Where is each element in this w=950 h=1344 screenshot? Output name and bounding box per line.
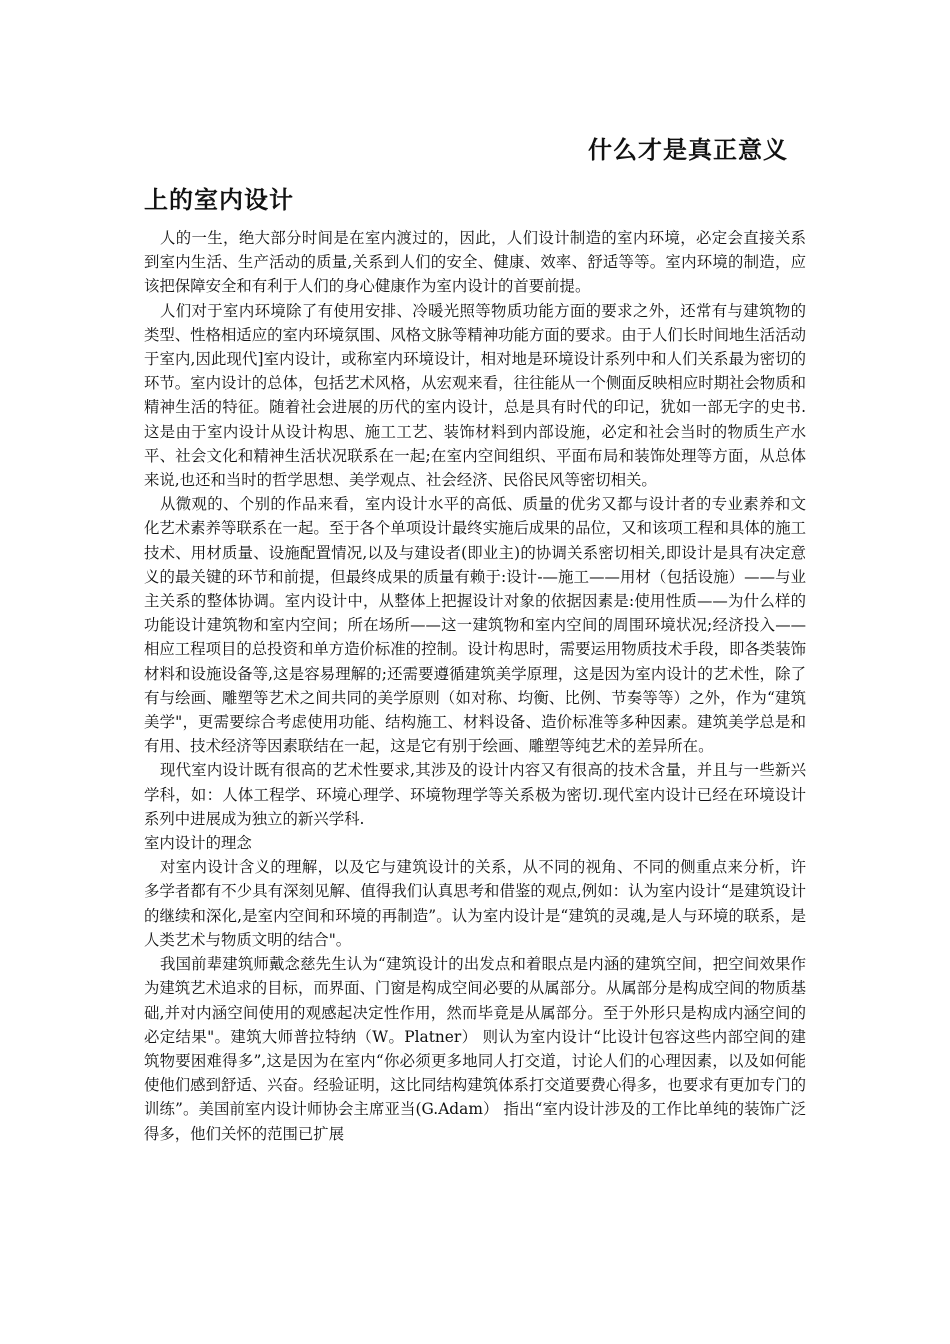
paragraph-2: 人们对于室内环境除了有使用安排、冷暖光照等物质功能方面的要求之外，还常有与建筑物的类型、性格相适应的室内环境氛围、风格文脉等精神功能方面的要求。由于人们长时间地生活活动于室内,因此现代]室内设计，或称室内环境设计，相对地是环境设计系列中和人们关系最为密切的环节。室内设计的总体，包括艺术风格，从宏观来看，往往能从一个侧面反映相应时期社会物质和精神生活的特征。随着社会进展的历代的室内设计，总是具有时代的印记，犹如一部无字的史书.这是由于室内设计从设计构思、施工工艺、装饰材料到内部设施，必定和社会当时的物质生产水平、社会文化和精神生活状况联系在一起;在室内空间组织、平面布局和装饰处理等方面，从总体来说,也还和当时的哲学思想、美学观点、社会经济、民俗民风等密切相关。 [144,301,806,490]
paragraph-5: 对室内设计含义的理解，以及它与建筑设计的关系，从不同的视角、不同的侧重点来分析，许多学者都有不少具有深刻见解、值得我们认真思考和借鉴的观点,例如：认为室内设计“是建筑设计的继续和深化,是室内空间和环境的再制造”。认为室内设计是“建筑的灵魂,是人与环境的联系，是人类艺术与物质文明的结合"。 [144,858,806,949]
document-title-line-2: 上的室内设计 [144,186,294,214]
paragraph-1: 人的一生，绝大部分时间是在室内渡过的，因此，人们设计制造的室内环境，必定会直接关系到室内生活、生产活动的质量,关系到人们的安全、健康、效率、舒适等等。室内环境的制造，应该把保障安全和有利于人们的身心健康作为室内设计的首要前提。 [144,229,806,296]
paragraph-4: 现代室内设计既有很高的艺术性要求,其涉及的设计内容又有很高的技术含量，并且与一些新兴学科，如：人体工程学、环境心理学、环境物理学等关系极为密切.现代室内设计已经在环境设计系列中进展成为独立的新兴学科. [144,761,806,828]
paragraph-3: 从微观的、个别的作品来看，室内设计水平的高低、质量的优劣又都与设计者的专业素养和文化艺术素养等联系在一起。至于各个单项设计最终实施后成果的品位，又和该项工程和具体的施工技术、用材质量、设施配置情况,以及与建设者(即业主)的协调关系密切相关,即设计是具有决定意义的最关键的环节和前提，但最终成果的质量有赖于:设计-—施工——用材（包括设施）——与业主关系的整体协调。室内设计中，从整体上把握设计对象的依据因素是:使用性质——为什么样的功能设计建筑物和室内空间；所在场所——这一建筑物和室内空间的周围环境状况;经济投入——相应工程项目的总投资和单方造价标准的控制。设计构思时，需要运用物质技术手段，即各类装饰材料和设施设备等,这是容易理解的;还需要遵循建筑美学原理，这是因为室内设计的艺术性，除了有与绘画、雕塑等艺术之间共同的美学原则（如对称、均衡、比例、节奏等等）之外，作为“建筑美学"，更需要综合考虑使用功能、结构施工、材料设备、造价标准等多种因素。建筑美学总是和有用、技术经济等因素联结在一起，这是它有别于绘画、雕塑等纯艺术的差异所在。 [144,495,806,756]
document-title-line-1: 什么才是真正意义 [588,136,788,164]
paragraph-6: 我国前辈建筑师戴念慈先生认为“建筑设计的出发点和着眼点是内涵的建筑空间，把空间效果作为建筑艺术追求的目标，而界面、门窗是构成空间必要的从属部分。从属部分是构成空间的物质基础,并对内涵空间使用的观感起决定性作用，然而毕竟是从属部分。至于外形只是构成内涵空间的必定结果"。建筑大师普拉特纳（W。Platner） 则认为室内设计“比设计包容这些内部空间的建筑物要困难得多”,这是因为在室内“你必须更多地同人打交道，讨论人们的心理因素，以及如何能使他们感到舒适、兴奋。经验证明，这比同结构建筑体系打交道要费心得多，也要求有更加专门的训练”。美国前室内设计师协会主席亚当(G.Adam） 指出“室内设计涉及的工作比单纯的装饰广泛得多，他们关怀的范围已扩展 [144,955,806,1143]
section-heading: 室内设计的理念 [144,834,252,853]
document-body [144,226,806,1146]
